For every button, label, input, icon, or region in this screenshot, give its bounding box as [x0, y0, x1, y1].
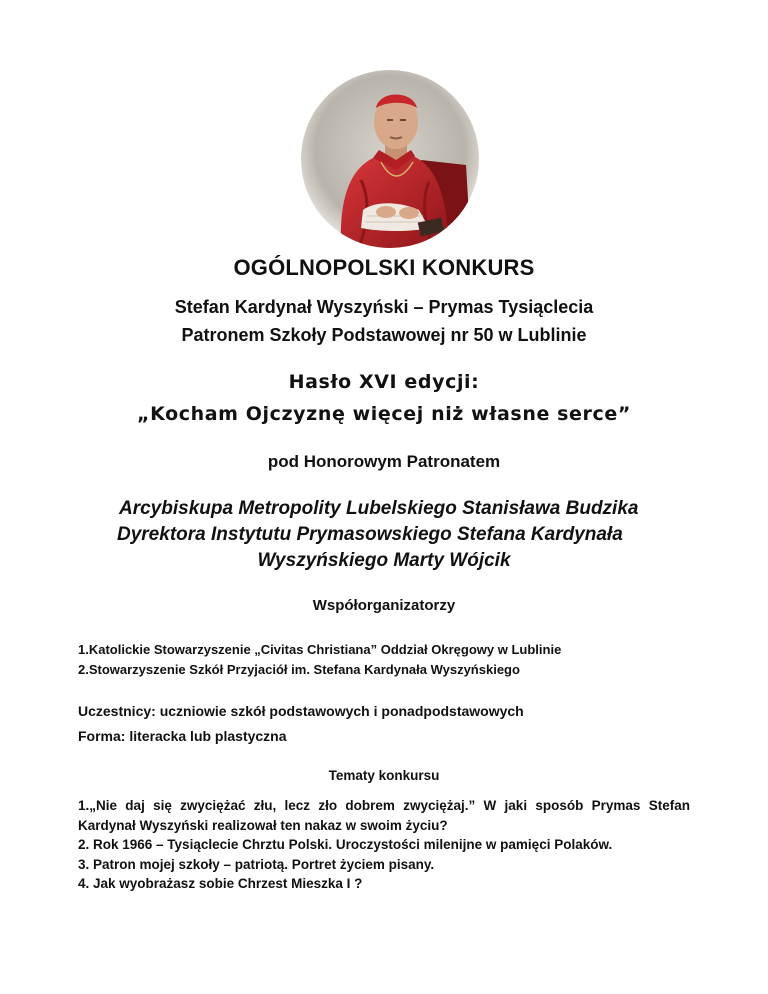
contest-subtitle-line-2: Patronem Szkoły Podstawowej nr 50 w Lublinie [181, 325, 587, 345]
cardinal-portrait-icon [301, 70, 479, 248]
patron-line-3: Wyszyńskiego Marty Wójcik [257, 550, 511, 571]
coorganizer-item: 2.Stowarzyszenie Szkół Przyjaciół im. Stefana Kardynała Wyszyńskiego [78, 662, 520, 677]
coorganizers-heading: Współorganizatorzy [312, 597, 456, 614]
patron-line-2: Dyrektora Instytutu Prymasowskiego Stefana Kardynała [117, 524, 623, 545]
topics-list [78, 796, 690, 894]
patronage-heading: pod Honorowym Patronatem [267, 452, 501, 471]
topics-heading: Tematy konkursu [328, 768, 440, 783]
contest-title: OGÓLNOPOLSKI KONKURS [233, 255, 535, 280]
contest-subtitle-line-1: Stefan Kardynał Wyszyński – Prymas Tysiąclecia [174, 297, 594, 317]
form-info: Forma: literacka lub plastyczna [78, 728, 287, 744]
topic-item: 3. Patron mojej szkoły – patriotą. Portret życiem pisany. [78, 856, 435, 872]
topic-item: 4. Jak wyobrażasz sobie Chrzest Mieszka I ? [78, 876, 363, 891]
topic-item: 1.„Nie daj się zwyciężać złu, lecz zło dobrem zwyciężaj.” W jaki sposób Prymas Stefan Kardynał Wyszyński realizował ten nakaz w swoim życiu? [78, 798, 690, 833]
coorganizer-item: 1.Katolickie Stowarzyszenie „Civitas Christiana” Oddział Okręgowy w Lublinie [78, 642, 562, 657]
motto-label: Hasło XVI edycji: [288, 371, 480, 393]
topic-item: 2. Rok 1966 – Tysiąclecie Chrztu Polski. Uroczystości milenijne w pamięci Polaków. [78, 837, 613, 852]
patron-line-1: Arcybiskupa Metropolity Lubelskiego Stanisława Budzika [119, 498, 639, 519]
participants-info: Uczestnicy: uczniowie szkół podstawowych i ponadpodstawowych [78, 703, 524, 719]
motto-quote: „Kocham Ojczyznę więcej niż własne serce” [137, 403, 631, 425]
cardinal-portrait-image [301, 70, 479, 248]
